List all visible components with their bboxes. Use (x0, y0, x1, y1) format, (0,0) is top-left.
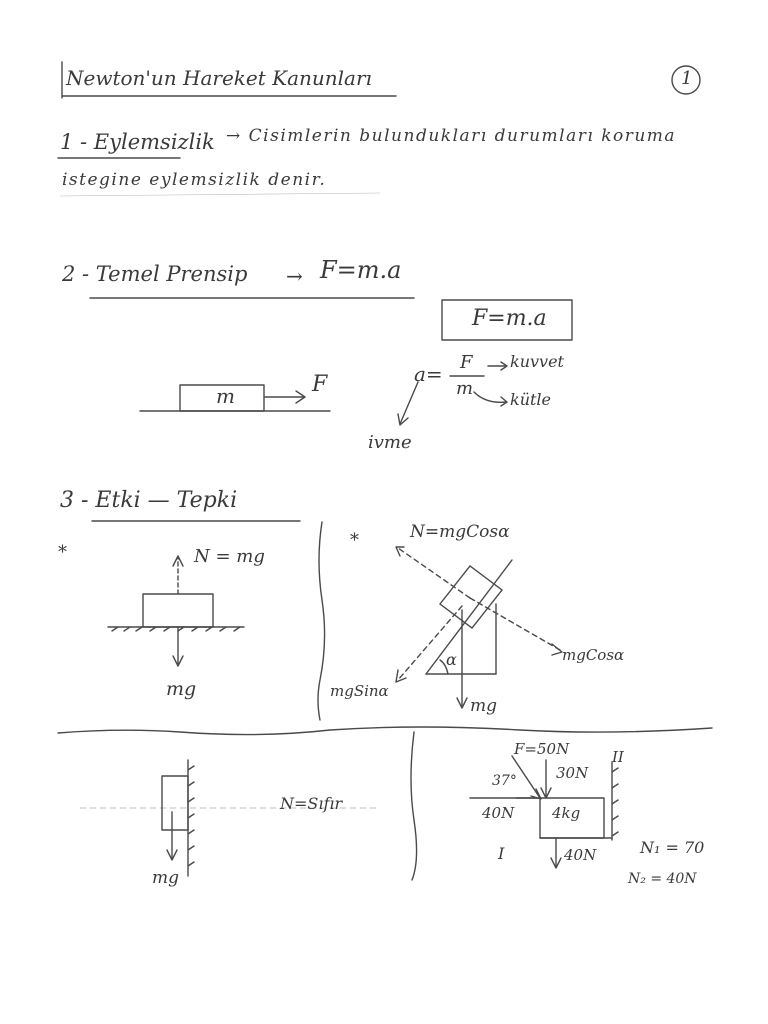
section1-definition: → Cisimlerin bulundukları durumları koruma (226, 126, 677, 146)
weight-label-incline: mg (470, 696, 498, 716)
ivme-label: ivme (368, 432, 412, 453)
force-40-left-label: 40N (482, 804, 515, 822)
page-title: Newton'un Hareket Kanunları (66, 66, 372, 90)
ivme-arrow (400, 382, 418, 424)
section3-heading: 3 - Etki — Tepki (60, 488, 238, 513)
n1-label: N₁ = 70 (640, 838, 705, 857)
mass-label: m (216, 384, 235, 408)
normal-arrow-incline (398, 548, 470, 598)
star-incline: * (350, 530, 359, 551)
wall-weight-label: mg (152, 868, 180, 888)
wall-normal-label: N=Sıfır (280, 794, 343, 813)
fraction-numerator: F (460, 352, 473, 373)
section1-heading: 1 - Eylemsizlik (60, 130, 215, 154)
force-40-down-label: 40N (564, 846, 597, 864)
section1-definition-line2: istegine eylemsizlik denir. (62, 170, 327, 190)
wall-block (162, 776, 188, 830)
force-f-label: F=50N (514, 740, 570, 758)
kutle-label: kütle (510, 390, 552, 409)
roman-two-label: II (612, 748, 624, 766)
normal-label-incline: N=mgCosα (410, 522, 510, 542)
force-30-label: 30N (556, 764, 589, 782)
weight-label-flat: mg (166, 678, 197, 700)
section1-line2-underline (60, 193, 380, 196)
a-equals: a= (414, 362, 443, 386)
kuvvet-label: kuvvet (510, 352, 564, 371)
fraction-denominator: m (456, 378, 474, 399)
mgcos-label: mgCosα (562, 646, 625, 664)
roman-one-label: I (498, 844, 505, 863)
right-wall-hatch (612, 768, 618, 836)
page-number: 1 (681, 68, 693, 89)
force-label: F (312, 372, 328, 397)
incline-block (440, 566, 502, 628)
alpha-label: α (446, 650, 457, 669)
mgsin-label: mgSinα (330, 682, 389, 700)
horizontal-divider (58, 727, 712, 735)
star-flat: * (58, 542, 67, 563)
vertical-divider-top (318, 522, 325, 720)
vertical-divider-bottom (411, 732, 417, 880)
angle-label: 37° (492, 773, 517, 789)
formula: F=m.a (320, 256, 402, 284)
boxed-formula: F=m.a (472, 306, 547, 331)
mgcos-arrow (470, 598, 560, 650)
n2-label: N₂ = 40N (628, 871, 697, 887)
mass-4kg-label: 4kg (552, 804, 581, 822)
normal-label-flat: N = mg (194, 546, 265, 567)
wall-hatch (188, 766, 194, 866)
formula-arrow: → (286, 264, 303, 288)
section2-heading: 2 - Temel Prensip (62, 262, 248, 286)
flat-block (143, 594, 213, 627)
